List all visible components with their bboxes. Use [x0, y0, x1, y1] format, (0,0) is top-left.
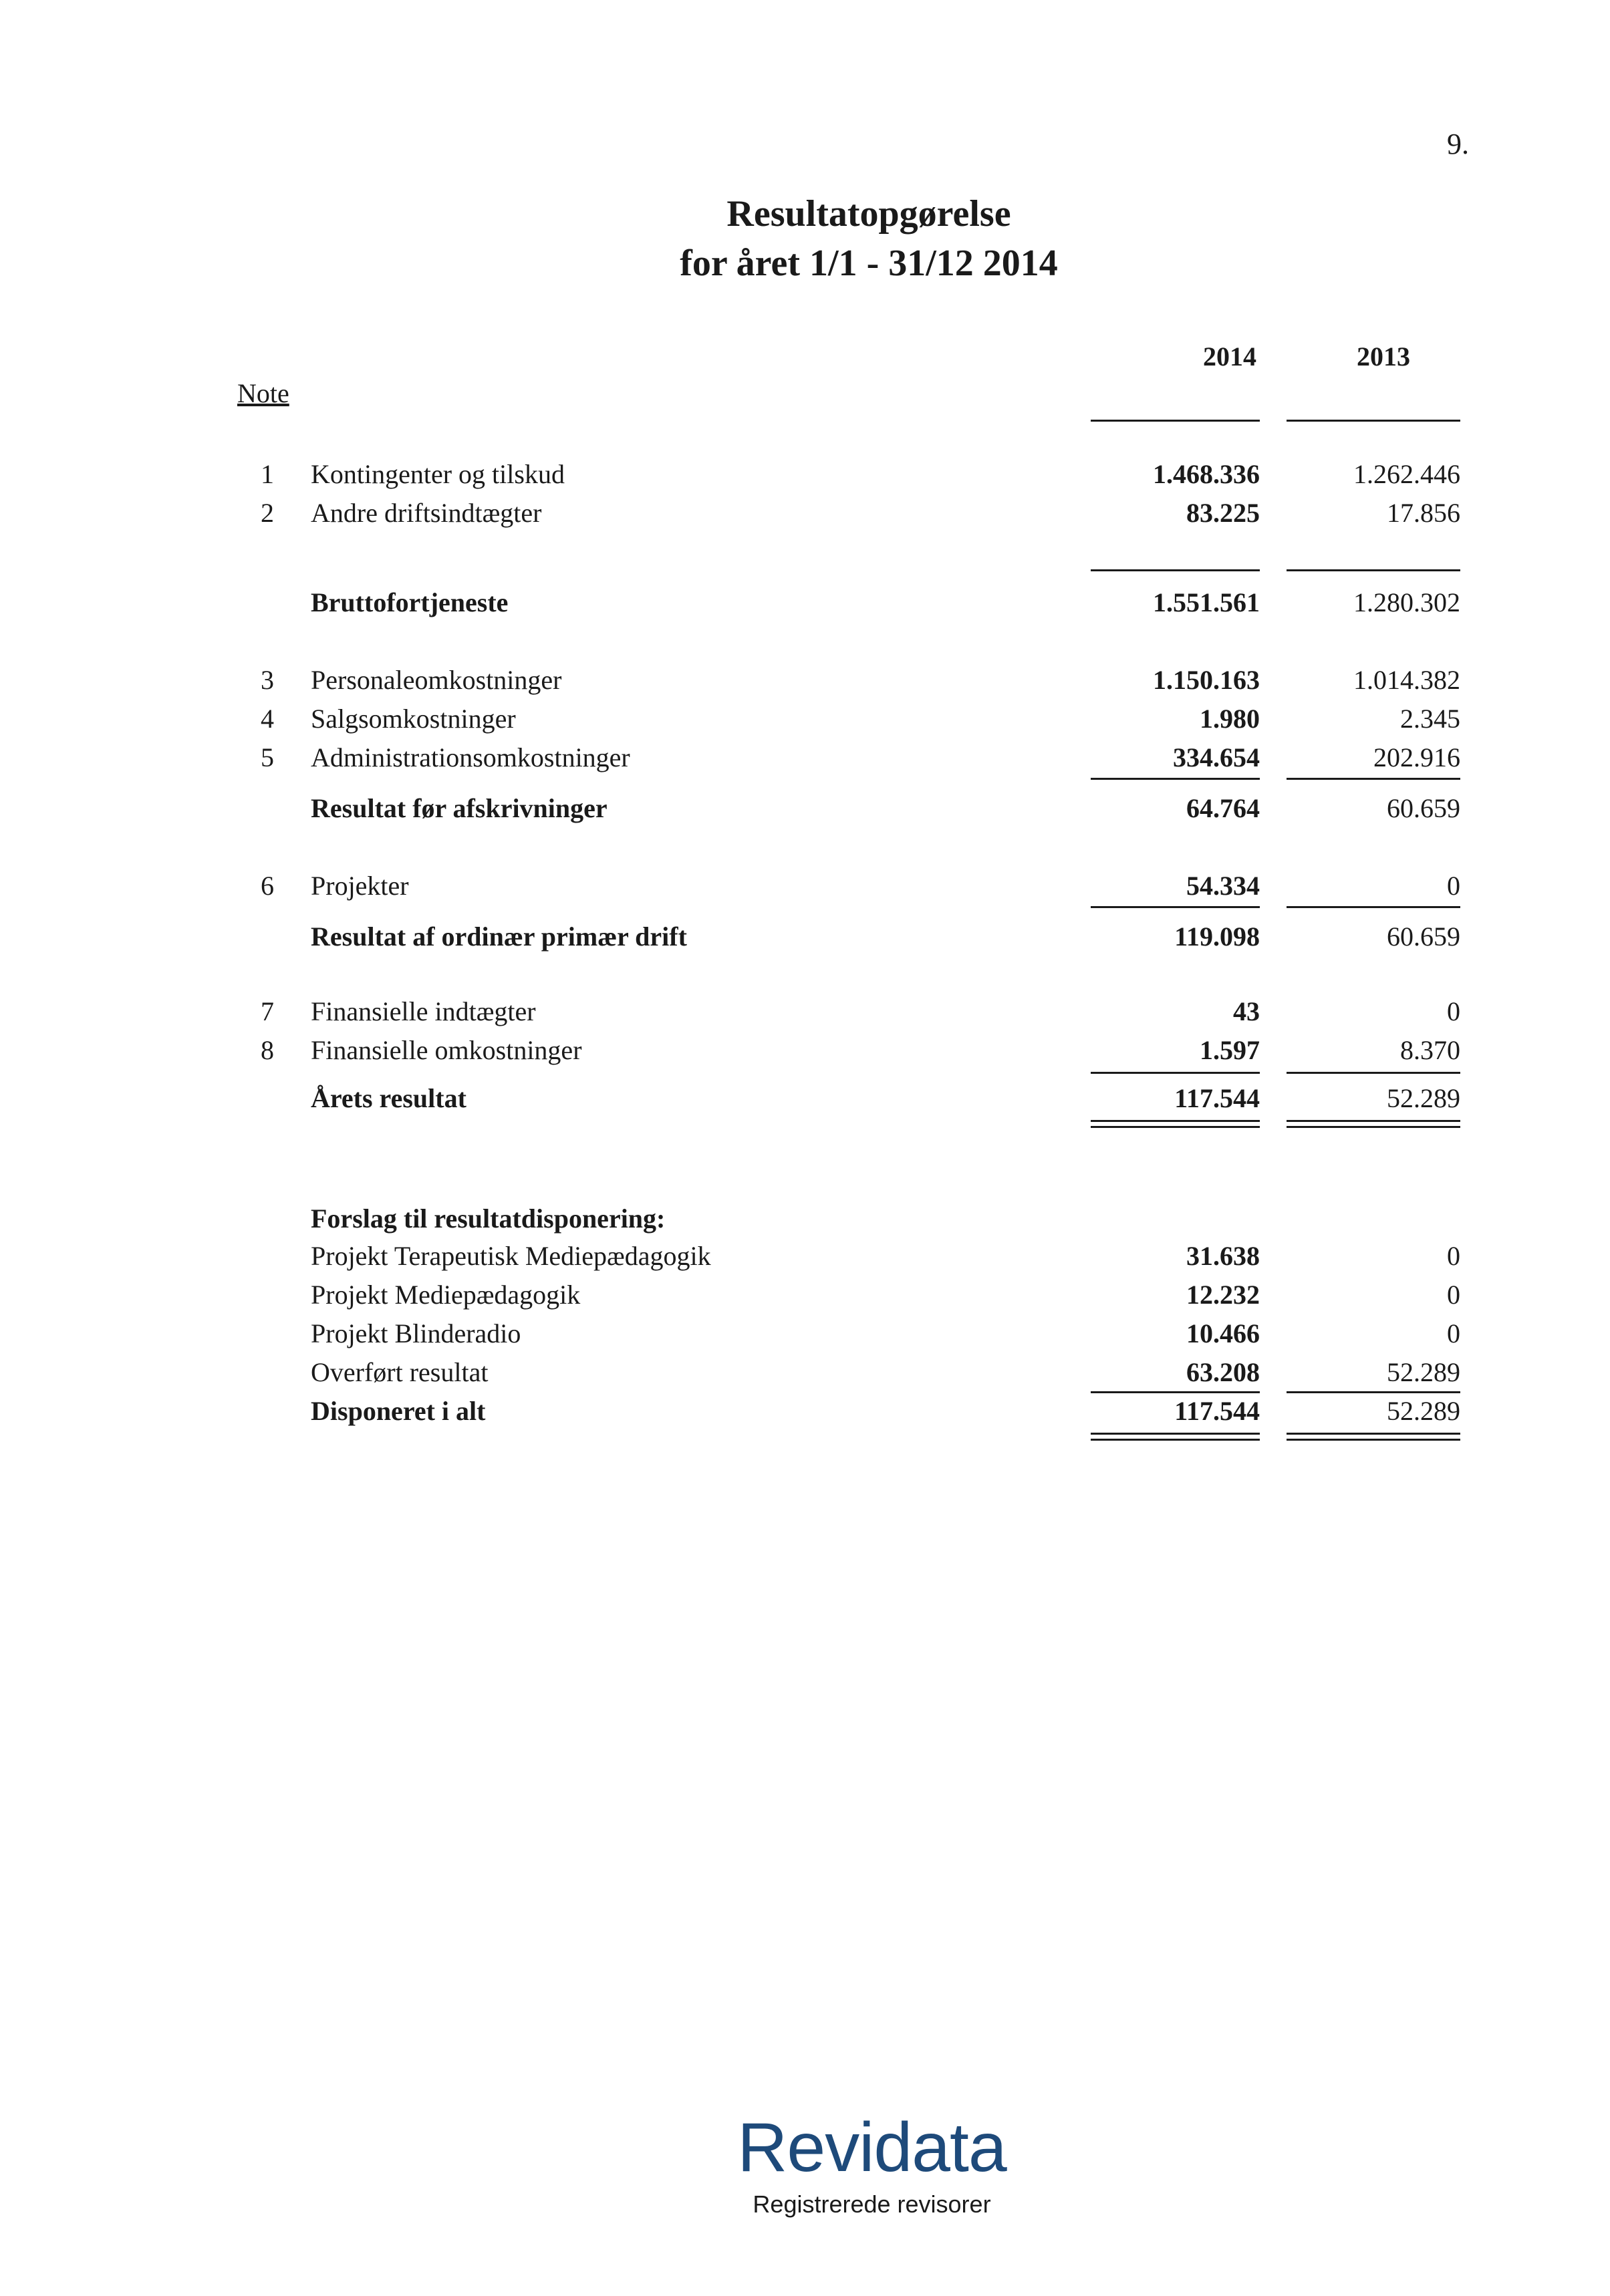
subtotal-rule-2013 — [1287, 778, 1460, 780]
note-column-header: Note — [237, 378, 289, 408]
row-value-2014: 1.468.336 — [1153, 459, 1260, 489]
row-value-2013: 0 — [1447, 871, 1460, 901]
subtotal-rule-2014 — [1091, 906, 1260, 908]
row-note: 5 — [261, 742, 274, 772]
row-value-2013: 60.659 — [1387, 793, 1460, 823]
row-label: Resultat af ordinær primær drift — [311, 921, 687, 952]
logo-tagline: Registrerede revisorer — [753, 2190, 991, 2218]
statement-row-subtotal — [0, 793, 1610, 827]
subtotal-rule-2013 — [1287, 1391, 1460, 1393]
row-value-2014: 334.654 — [1173, 742, 1260, 772]
row-value-2013: 0 — [1447, 1280, 1460, 1310]
subtotal-rule-2013 — [1287, 569, 1460, 571]
row-value-2013: 52.289 — [1387, 1396, 1460, 1426]
row-label: Finansielle omkostninger — [311, 1035, 582, 1065]
statement-row-subtotal — [0, 921, 1610, 956]
appropriation-row — [0, 1279, 1610, 1314]
row-value-2014: 117.544 — [1174, 1083, 1260, 1113]
row-note: 4 — [261, 704, 274, 734]
row-label: Projekt Terapeutisk Mediepædagogik — [311, 1241, 711, 1271]
row-value-2013: 17.856 — [1387, 498, 1460, 528]
row-label: Årets resultat — [311, 1083, 466, 1113]
subtotal-rule-2014 — [1091, 1072, 1260, 1074]
row-value-2013: 202.916 — [1373, 742, 1460, 772]
subtotal-rule-2013 — [1287, 906, 1460, 908]
appropriation-row-total — [0, 1395, 1610, 1430]
page-number: 9. — [1447, 128, 1469, 160]
row-label: Bruttofortjeneste — [311, 587, 509, 617]
row-value-2013: 60.659 — [1387, 921, 1460, 952]
row-label: Administrationsomkostninger — [311, 742, 630, 772]
row-value-2014: 1.150.163 — [1153, 665, 1260, 695]
row-value-2014: 1.980 — [1200, 704, 1260, 734]
subtotal-rule-2013 — [1287, 1072, 1460, 1074]
row-label: Disponeret i alt — [311, 1396, 486, 1426]
header-rule-2014 — [1091, 420, 1260, 422]
row-label: Overført resultat — [311, 1357, 489, 1387]
total-double-rule-2013 — [1287, 1433, 1460, 1441]
subtotal-rule-2014 — [1091, 1391, 1260, 1393]
row-value-2013: 52.289 — [1387, 1357, 1460, 1387]
row-label: Resultat før afskrivninger — [311, 793, 608, 823]
total-double-rule-2014 — [1091, 1120, 1260, 1128]
row-value-2013: 0 — [1447, 1241, 1460, 1271]
row-value-2014: 43 — [1233, 996, 1260, 1026]
row-value-2014: 12.232 — [1186, 1280, 1260, 1310]
row-value-2014: 31.638 — [1186, 1241, 1260, 1271]
row-note: 2 — [261, 498, 274, 528]
subtotal-rule-2014 — [1091, 778, 1260, 780]
appropriation-row — [0, 1240, 1610, 1275]
row-value-2013: 52.289 — [1387, 1083, 1460, 1113]
row-note: 8 — [261, 1035, 274, 1065]
row-value-2013: 0 — [1447, 996, 1460, 1026]
row-value-2014: 119.098 — [1174, 921, 1260, 952]
row-value-2013: 1.280.302 — [1353, 587, 1460, 617]
revidata-logo: Revidata — [737, 2109, 1007, 2186]
subtotal-rule-2014 — [1091, 569, 1260, 571]
row-note: 1 — [261, 459, 274, 489]
row-value-2013: 8.370 — [1400, 1035, 1460, 1065]
row-value-2014: 54.334 — [1186, 871, 1260, 901]
row-note: 6 — [261, 871, 274, 901]
row-value-2014: 10.466 — [1186, 1318, 1260, 1348]
row-value-2014: 1.551.561 — [1153, 587, 1260, 617]
row-value-2013: 0 — [1447, 1318, 1460, 1348]
row-label: Personaleomkostninger — [311, 665, 562, 695]
statement-row-subtotal — [0, 587, 1610, 621]
statement-row — [0, 742, 1610, 776]
row-value-2014: 63.208 — [1186, 1357, 1260, 1387]
row-value-2013: 1.014.382 — [1353, 665, 1460, 695]
page-title: Resultatopgørelse — [726, 193, 1011, 235]
header-rule-2013 — [1287, 420, 1460, 422]
column-header-2014: 2014 — [1203, 341, 1256, 372]
total-double-rule-2014 — [1091, 1433, 1260, 1441]
statement-row — [0, 664, 1610, 699]
row-note: 7 — [261, 996, 274, 1026]
page-subtitle: for året 1/1 - 31/12 2014 — [680, 243, 1058, 284]
statement-row — [0, 458, 1610, 493]
row-label: Andre driftsindtægter — [311, 498, 542, 528]
row-label: Kontingenter og tilskud — [311, 459, 565, 489]
row-value-2014: 1.597 — [1200, 1035, 1260, 1065]
statement-row — [0, 996, 1610, 1030]
statement-row — [0, 703, 1610, 738]
row-label: Finansielle indtægter — [311, 996, 536, 1026]
row-note: 3 — [261, 665, 274, 695]
appropriation-row — [0, 1356, 1610, 1391]
total-double-rule-2013 — [1287, 1120, 1460, 1128]
column-header-2013: 2013 — [1357, 341, 1410, 372]
row-value-2013: 2.345 — [1400, 704, 1460, 734]
appropriation-heading: Forslag til resultatdisponering: — [311, 1203, 666, 1234]
row-label: Projekt Blinderadio — [311, 1318, 521, 1348]
row-value-2014: 64.764 — [1186, 793, 1260, 823]
row-label: Projekter — [311, 871, 409, 901]
row-value-2014: 83.225 — [1186, 498, 1260, 528]
statement-row — [0, 497, 1610, 532]
appropriation-row — [0, 1318, 1610, 1352]
row-value-2014: 117.544 — [1174, 1396, 1260, 1426]
statement-row-total — [0, 1083, 1610, 1117]
row-value-2013: 1.262.446 — [1353, 459, 1460, 489]
statement-row — [0, 870, 1610, 905]
statement-row — [0, 1034, 1610, 1069]
row-label: Salgsomkostninger — [311, 704, 516, 734]
row-label: Projekt Mediepædagogik — [311, 1280, 581, 1310]
